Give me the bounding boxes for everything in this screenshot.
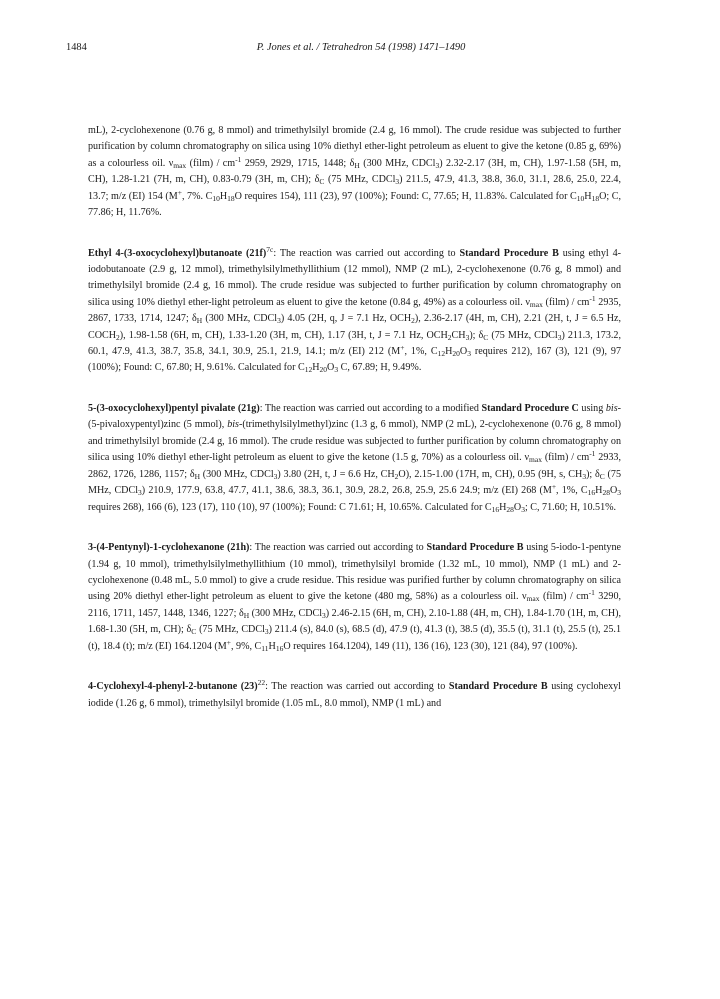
running-title: P. Jones et al. / Tetrahedron 54 (1998) 1471–1490	[256, 42, 466, 53]
text-run: (300 MHz, CDCl	[202, 313, 278, 325]
paragraph-compound-21g	[88, 401, 621, 516]
subscript-text: 16	[491, 504, 500, 514]
text-run: using cyclohexyl iodide (1.26 g, 6 mmol), trimethylsilyl bromide (1.05 mL, 8.0 mmol), NMP (1 mL) and	[88, 681, 621, 709]
subscript-text: max	[173, 160, 187, 170]
supscript-text: -1	[589, 449, 596, 459]
subscript-text: H	[354, 160, 360, 170]
subscript-text: C	[319, 177, 325, 187]
text-run: requires 212), 167 (3), 121 (9), 97 (100%); Found: C, 67.80; H, 9.61%. Calculated for C	[88, 346, 622, 374]
subscript-text: max	[529, 455, 542, 465]
subscript-text: 3	[138, 488, 142, 498]
text-run: -(5-pivaloxypentyl)zinc (5 mmol),	[88, 403, 622, 431]
text-run: : The reaction was carried out according to a modified	[259, 403, 482, 415]
subscript-text: 12	[437, 349, 446, 359]
text-run: (75 MHz, CDCl	[324, 174, 396, 186]
subscript-text: 20	[452, 349, 460, 359]
subscript-text: 18	[227, 193, 235, 203]
text-run: ) 211.4 (s), 84.0 (s), 68.5 (d), 47.9 (t), 41.3 (t), 38.5 (d), 35.5 (t), 31.1 (t), 25.5 (t), 25.1 (t), 18.4 (t); m/z (EI) 164.1204 (M	[88, 624, 622, 652]
text-run: (300 MHz, CDCl	[249, 607, 323, 619]
subscript-text: 3	[557, 332, 562, 342]
subscript-text: 12	[304, 365, 313, 375]
paragraph-compound-21h	[88, 540, 621, 655]
text-run: ) 211.5, 47.9, 41.3, 38.8, 36.0, 31.1, 28.6, 25.0, 22.4, 13.7; m/z (EI) 154 (M	[88, 174, 621, 202]
subscript-text: 16	[587, 488, 596, 498]
text-run: (300 MHz, CDCl	[359, 157, 436, 169]
text-run: H	[219, 190, 228, 202]
text-run: O requires 154), 111 (23), 97 (100%); Found: C, 77.65; H, 11.83%. Calculated for C	[234, 190, 577, 202]
text-run: H	[312, 362, 320, 374]
supscript-text: -1	[588, 588, 595, 598]
subscript-text: 3	[322, 610, 326, 620]
text-run: O	[327, 362, 335, 374]
text-run: , 9%, C	[231, 640, 262, 652]
text-run: H	[595, 485, 603, 497]
text-run: 2935, 2867, 1733, 1714, 1247; δ	[88, 296, 621, 325]
subscript-text: 3	[582, 471, 587, 481]
supscript-text: +	[226, 637, 231, 647]
text-run: ) 4.05 (2H, q, J = 7.1 Hz, OCH	[280, 313, 412, 325]
running-header	[66, 42, 656, 58]
text-run: (300 MHz, CDCl	[200, 468, 274, 480]
subscript-text: max	[529, 299, 543, 309]
subscript-text: 3	[617, 488, 621, 498]
text-run: , 1%, C	[404, 346, 438, 358]
supscript-text: +	[400, 343, 405, 353]
text-run: H	[445, 346, 453, 358]
text-run: ) 210.9, 177.9, 63.8, 47.7, 41.1, 38.6, 38.3, 36.1, 30.9, 28.2, 26.8, 25.9, 25.6 24.9; m/z (EI) 268 (M	[141, 485, 552, 497]
subscript-text: 20	[319, 365, 328, 375]
subscript-text: 3	[467, 349, 471, 359]
supscript-text: 7c	[266, 244, 274, 254]
text-run: C, 67.89; H, 9.49%.	[338, 362, 422, 374]
bold-text: Standard Procedure B	[448, 681, 548, 693]
text-run: ) 3.80 (2H, t, J = 6.6 Hz, CH	[277, 468, 395, 480]
subscript-text: 3	[435, 160, 440, 170]
text-run: : The reaction was carried out according to	[273, 247, 460, 259]
text-run: using 5-iodo-1-pentyne (1.94 g, 10 mmol), trimethylsilylmethyllithium (10 mmol), trimethylsilyl bromide (1.32 mL, 10 mmol), NMP (1 mL) and 2-cyclohexenone (0.48 mL, 5.0 mmol) to give a crude residue. This residue was purified further by column chromatography on silica using 20% diethyl ether-light petroleum as eluent to give the ketone (480 mg, 58%) as a colourless oil. ν	[88, 542, 621, 603]
text-run: H	[268, 640, 276, 652]
text-run: , 1%, C	[556, 485, 588, 497]
text-run: (film) / cm	[542, 296, 590, 308]
text-run: using ethyl 4-iodobutanoate (2.9 g, 12 mmol), trimethylsilylmethyllithium (12 mmol), NMP (2 mL), 2-cyclohexenone (0.76 g, 8 mmol) and trimethylsilyl bromide (2.4 g, 16 mmol). The crude residue was subjected to further purification by column chromatography on silica using 10% diethyl ether-light petroleum as eluent to give the ketone (0.84 g, 49%) as a colourless oil. ν	[88, 247, 621, 308]
text-run: ), 1.98-1.58 (6H, m, CH), 1.33-1.20 (3H, m, CH), 1.17 (3H, t, J = 7.1 Hz, OCH	[119, 329, 448, 341]
text-run: O requires 164.1204), 149 (11), 136 (16), 123 (30), 121 (84), 97 (100%).	[283, 640, 578, 652]
bold-text: 3-(4-Pentynyl)-1-cyclohexanone (21h)	[88, 542, 250, 554]
bold-text: Standard Procedure B	[426, 542, 524, 554]
subscript-text: 2	[116, 332, 120, 342]
text-run: H	[584, 190, 592, 202]
text-run: ); δ	[469, 329, 484, 341]
text-run: -(trimethylsilylmethyl)zinc (1.3 g, 6 mmol), NMP (2 mL), 2-cyclohexenone (0.76 g, 8 mmol) and trimethylsilyl bromide (2.4 g, 16 mmol). The crude residue was subjected to further purification by column chromatography on silica using 10% diethyl ether-light petroleum as eluent to give the ketone (1.5 g, 70%) as a colourless oil. ν	[88, 419, 621, 464]
text-run: (film) / cm	[541, 452, 590, 464]
subscript-text: 3	[395, 177, 400, 187]
text-run: ) 2.32-2.17 (3H, m, CH), 1.97-1.58 (5H, m, CH), 1.28-1.21 (7H, m, CH), 0.83-0.79 (3H, m, CH); δ	[88, 157, 622, 186]
italic-text: bis	[227, 419, 239, 431]
bold-text: 4-Cyclohexyl-4-phenyl-2-butanone (23)	[88, 681, 258, 693]
supscript-text: -1	[235, 154, 242, 164]
subscript-text: 3	[273, 471, 278, 481]
bold-text: Standard Procedure C	[481, 403, 579, 415]
subscript-text: 2	[447, 332, 452, 342]
text-run: CH	[451, 329, 466, 341]
text-run: : The reaction was carried out according to	[249, 542, 427, 554]
subscript-text: H	[243, 610, 250, 620]
subscript-text: 3	[264, 627, 269, 637]
subscript-text: 28	[506, 504, 514, 514]
subscript-text: 10	[576, 193, 585, 203]
text-run: (75 MHz, CDCl	[488, 329, 558, 341]
text-run: (film) / cm	[539, 591, 589, 603]
subscript-text: 28	[602, 488, 610, 498]
text-run: O; C, 77.86; H, 11.76%.	[88, 190, 622, 219]
subscript-text: C	[191, 627, 197, 637]
text-run: ) 211.3, 173.2, 60.1, 47.9, 41.3, 38.7, 35.8, 34.1, 30.9, 25.1, 21.9, 14.1; m/z (EI) 212 (M	[88, 329, 621, 358]
text-run: 2959, 2929, 1715, 1448; δ	[241, 157, 355, 169]
supscript-text: +	[551, 482, 557, 492]
subscript-text: 3	[334, 365, 339, 375]
subscript-text: H	[194, 471, 200, 481]
subscript-text: 11	[261, 643, 269, 653]
text-run: (film) / cm	[186, 157, 236, 169]
supscript-text: -1	[589, 293, 596, 303]
text-run: mL), 2-cyclohexenone (0.76 g, 8 mmol) and trimethylsilyl bromide (2.4 g, 16 mmol). The crude residue was subjected to further purification by column chromatography on silica using 10% diethyl ether-light petroleum as eluent to give the ketone (0.85 g, 69%) as a colourless oil. ν	[88, 125, 621, 169]
subscript-text: 18	[591, 193, 600, 203]
subscript-text: max	[526, 594, 540, 604]
text-run: O	[609, 485, 618, 497]
text-run: H	[499, 501, 507, 513]
page-number: 1484	[66, 42, 87, 53]
subscript-text: 3	[465, 332, 470, 342]
bold-text: 5-(3-oxocyclohexyl)pentyl pivalate (21g)	[88, 403, 260, 415]
subscript-text: 16	[275, 643, 284, 653]
paragraph-compound-21f	[88, 246, 621, 377]
text-run: using	[578, 403, 606, 415]
subscript-text: H	[196, 316, 203, 326]
subscript-text: 2	[394, 471, 399, 481]
text-run: , 7%. C	[181, 190, 213, 202]
subscript-text: 3	[277, 316, 281, 326]
bold-text: Ethyl 4-(3-oxocyclohexyl)butanoate (21f)	[88, 247, 267, 259]
text-run: : The reaction was carried out according to	[265, 681, 449, 693]
text-run: ) 2.46-2.15 (6H, m, CH), 2.10-1.88 (4H, m, CH), 1.84-1.70 (1H, m, CH), 1.68-1.30 (5H, m, CH); δ	[88, 607, 621, 636]
text-run: ; C, 71.60; H, 10.51%.	[524, 501, 617, 513]
italic-text: bis	[605, 403, 618, 415]
paragraph-continuation	[88, 123, 621, 221]
subscript-text: 2	[411, 316, 415, 326]
subscript-text: C	[599, 471, 605, 481]
bold-text: Standard Procedure B	[459, 247, 559, 259]
subscript-text: C	[483, 332, 489, 342]
paragraph-compound-23	[88, 679, 621, 712]
text-run: O	[513, 501, 522, 513]
article-body	[88, 123, 621, 736]
text-run: ), 2.36-2.17 (4H, m, CH), 2.21 (2H, t, J = 6.5 Hz, COCH	[88, 313, 621, 341]
text-run: 3290, 2116, 1711, 1457, 1448, 1346, 1227; δ	[88, 591, 622, 619]
text-run: (75 MHz, CDCl	[196, 624, 265, 636]
text-run: requires 268), 166 (6), 123 (17), 110 (10), 97 (100%); Found: C 71.61; H, 10.65%. Calculated for C	[88, 501, 492, 513]
subscript-text: 3	[521, 504, 525, 514]
supscript-text: 22	[257, 678, 266, 688]
supscript-text: +	[177, 187, 182, 197]
text-run: (75 MHz, CDCl	[88, 468, 622, 497]
text-run: O), 2.15-1.00 (17H, m, CH), 0.95 (9H, s, CH	[398, 468, 583, 480]
text-run: O	[459, 346, 468, 358]
text-run: 2933, 2862, 1726, 1286, 1157; δ	[88, 452, 621, 480]
subscript-text: 10	[212, 193, 220, 203]
text-run: ); δ	[586, 468, 600, 480]
